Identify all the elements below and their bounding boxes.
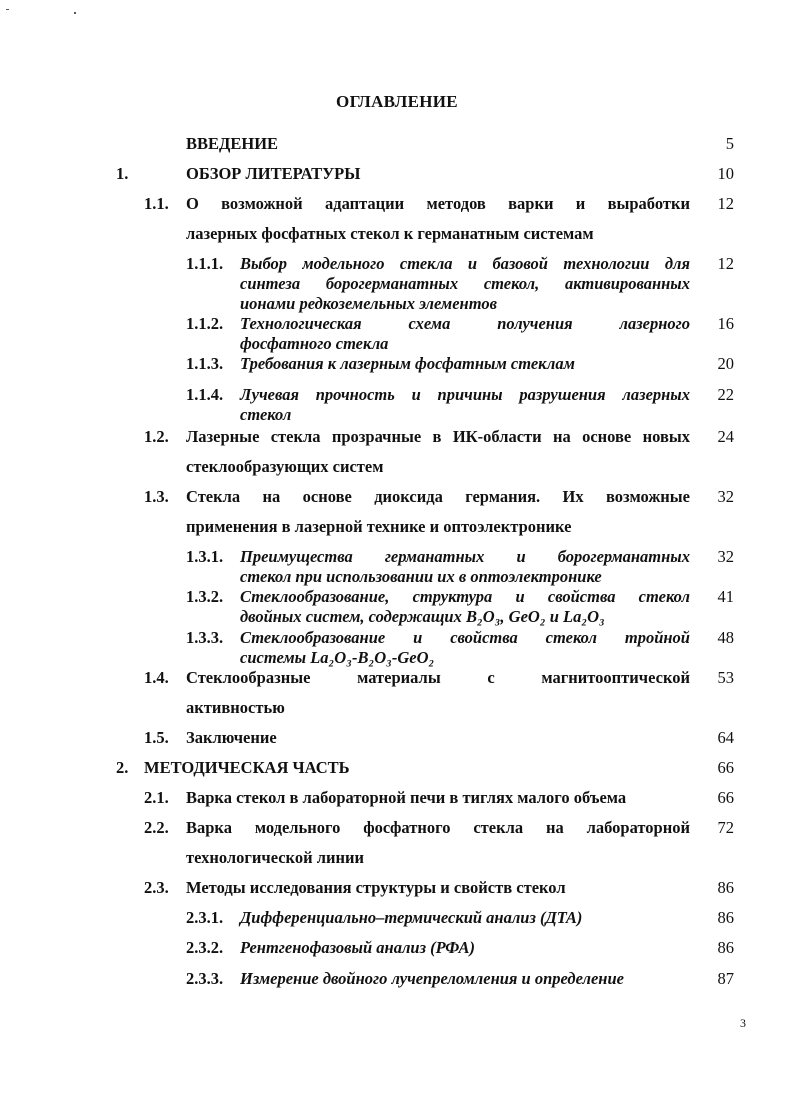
- toc-entry-line: О возможной адаптации методов варки и выработки: [186, 194, 690, 213]
- toc-entry-title: [240, 254, 690, 314]
- toc-entry-line: двойных систем, содержащих B₂O₃, GeO₂ и La₂O₃: [240, 607, 605, 626]
- toc-entry-title: [186, 482, 690, 542]
- toc-entry-title: Заключение: [186, 728, 277, 747]
- toc-entry-title: [186, 813, 690, 873]
- toc-entry-page: 48: [717, 628, 734, 647]
- toc-entry-page: 66: [717, 788, 734, 807]
- toc-entry-line: Лазерные стекла прозрачные в ИК-области на основе новых: [186, 427, 690, 446]
- toc-entry-number: 1.3.3.: [186, 628, 224, 647]
- toc-entry-number: 1.3.: [144, 487, 169, 506]
- toc-entry-line: ионами редкоземельных элементов: [240, 294, 497, 313]
- page-title: ОГЛАВЛЕНИЕ: [336, 92, 458, 111]
- toc-entry-title: Методы исследования структуры и свойств стекол: [186, 878, 566, 897]
- toc-entry-title: Рентгенофазовый анализ (РФА): [240, 938, 475, 957]
- toc-entry-page: 24: [717, 427, 734, 446]
- toc-entry-number: 2.3.1.: [186, 908, 224, 927]
- toc-entry-line: стекол: [240, 405, 292, 424]
- toc-entry-page: 86: [717, 878, 734, 897]
- toc-entry-line: Стекла на основе диоксида германия. Их возможные: [186, 487, 690, 506]
- toc-entry-page: 16: [717, 314, 734, 333]
- toc-entry-number: 1.1.: [144, 194, 169, 213]
- toc-entry-page: 10: [717, 164, 734, 183]
- toc-entry-page: 5: [725, 134, 734, 153]
- toc-entry-number: 1.3.1.: [186, 547, 224, 566]
- toc-entry-line: фосфатного стекла: [240, 334, 389, 353]
- toc-entry-title: [240, 587, 690, 627]
- toc-entry-page: 64: [717, 728, 734, 747]
- toc-entry-number: 1.1.2.: [186, 314, 224, 333]
- toc-entry-number: 2.1.: [144, 788, 169, 807]
- toc-entry-title: [240, 385, 690, 425]
- toc-entry-page: 22: [717, 385, 734, 404]
- toc-entry-line: Стеклообразование и свойства стекол тройной: [240, 628, 690, 647]
- toc-entry-title: МЕТОДИЧЕСКАЯ ЧАСТЬ: [144, 758, 350, 777]
- toc-entry-line: технологической линии: [186, 848, 365, 867]
- toc-entry-page: 87: [717, 969, 734, 988]
- toc-entry-page: 20: [717, 354, 734, 373]
- toc-entry-page: 12: [717, 254, 734, 273]
- toc-entry-page: 86: [717, 908, 734, 927]
- toc-entry-title: [186, 663, 690, 723]
- toc-entry-title: [186, 189, 690, 249]
- toc-entry-title: [240, 314, 690, 354]
- toc-entry-line: стекол при использовании их в оптоэлектронике: [240, 567, 602, 586]
- toc-entry-title: [240, 547, 690, 587]
- toc-entry-line: Выбор модельного стекла и базовой технологии для: [240, 254, 690, 273]
- toc-entry-number: 2.2.: [144, 818, 169, 837]
- toc-entry-number: 1.1.4.: [186, 385, 224, 404]
- toc-entry-line: Технологическая схема получения лазерного: [240, 314, 690, 333]
- toc-entry-number: 2.3.2.: [186, 938, 224, 957]
- toc-entry-line: синтеза борогерманатных стекол, активированных: [240, 274, 690, 293]
- toc-entry-line: активностью: [186, 698, 285, 717]
- toc-entry-title: Дифференциально–термический анализ (ДТА): [240, 908, 583, 927]
- toc-entry-line: Преимущества германатных и борогерманатных: [240, 547, 690, 566]
- toc-entry-line: стеклообразующих систем: [186, 457, 384, 476]
- toc-entry-number: 2.3.: [144, 878, 169, 897]
- toc-entry-line: лазерных фосфатных стекол к германатным системам: [186, 224, 594, 243]
- toc-entry-number: 1.3.2.: [186, 587, 224, 606]
- toc-entry-page: 32: [717, 487, 734, 506]
- toc-entry-number: 1.5.: [144, 728, 169, 747]
- toc-entry-title: ВВЕДЕНИЕ: [186, 134, 279, 153]
- toc-entry-page: 86: [717, 938, 734, 957]
- toc-entry-title: Требования к лазерным фосфатным стеклам: [240, 354, 575, 373]
- toc-entry-page: 53: [717, 668, 734, 687]
- toc-entry-line: Стеклообразование, структура и свойства стекол: [240, 587, 690, 606]
- toc-entry-page: 12: [717, 194, 734, 213]
- toc-entry-line: Стеклообразные материалы с магнитооптической: [186, 668, 690, 687]
- toc-entry-line: применения в лазерной технике и оптоэлектронике: [186, 517, 572, 536]
- toc-entry-number: 2.3.3.: [186, 969, 224, 988]
- toc-entry-number: 2.: [116, 758, 129, 777]
- toc-entry-page: 32: [717, 547, 734, 566]
- toc-entry-title: Варка стекол в лабораторной печи в тиглях малого объема: [186, 788, 627, 807]
- toc-entry-number: 1.2.: [144, 427, 169, 446]
- toc-entry-line: Варка модельного фосфатного стекла на лабораторной: [186, 818, 690, 837]
- toc-entry-line: Лучевая прочность и причины разрушения лазерных: [240, 385, 690, 404]
- toc-entry-title: [186, 422, 690, 482]
- toc-entry-page: 66: [717, 758, 734, 777]
- toc-entry-number: 1.1.3.: [186, 354, 224, 373]
- toc-entry-line: системы La₂O₃-B₂O₃-GeO₂: [240, 648, 435, 667]
- toc-entry-page: 41: [717, 587, 734, 606]
- page-number: 3: [740, 1016, 746, 1030]
- toc-entry-title: [240, 628, 690, 668]
- toc-entry-page: 72: [717, 818, 734, 837]
- toc-entry-title: ОБЗОР ЛИТЕРАТУРЫ: [186, 164, 361, 183]
- toc-entry-number: 1.1.1.: [186, 254, 224, 273]
- toc-entry-title: Измерение двойного лучепреломления и определение: [240, 969, 624, 988]
- toc-entry-number: 1.: [116, 164, 129, 183]
- toc-entry-number: 1.4.: [144, 668, 169, 687]
